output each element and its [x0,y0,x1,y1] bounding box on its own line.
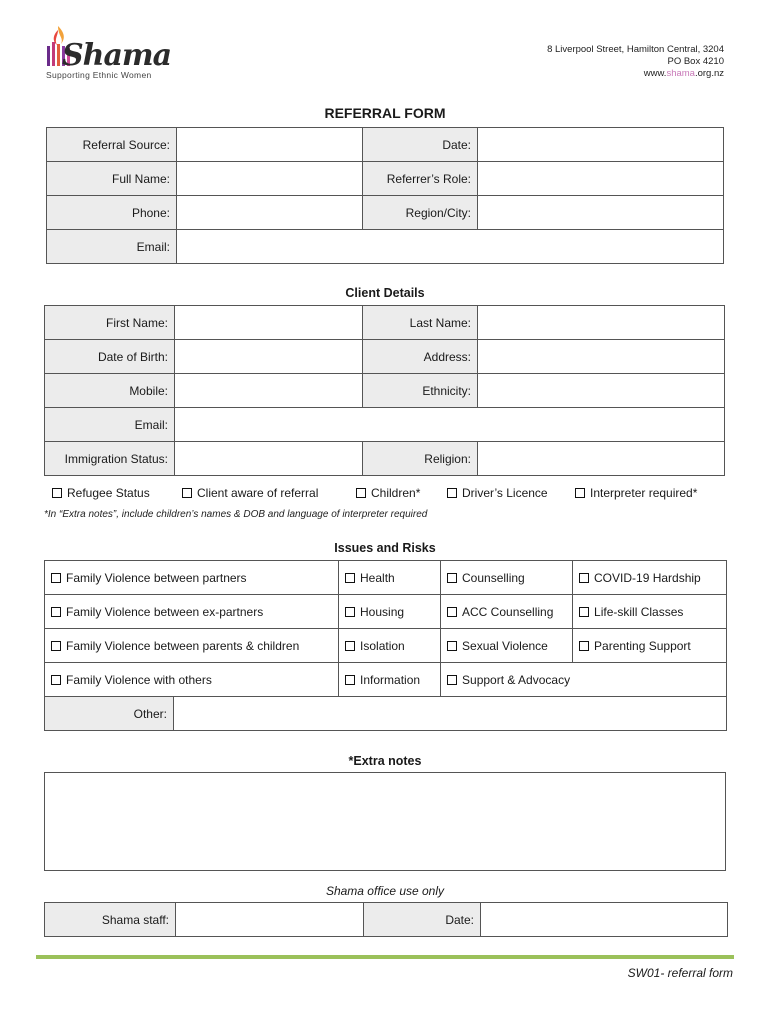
checkbox-icon [447,607,457,617]
religion-field[interactable] [478,442,725,476]
checkbox-icon [447,573,457,583]
table-row [45,306,725,340]
full-name-field[interactable] [177,162,363,196]
ethnicity-field[interactable] [478,374,725,408]
mobile-field[interactable] [175,374,363,408]
issue-fv-partners[interactable]: Family Violence between partners [45,561,339,595]
table-row [45,697,727,731]
issue-counselling[interactable]: Counselling [441,561,573,595]
checkbox-icon [182,488,192,498]
referral-source-field[interactable] [177,128,363,162]
full-name-label: Full Name: [47,162,177,196]
client-aware-checkbox[interactable]: Client aware of referral [182,486,318,500]
table-row [45,903,728,937]
checkbox-icon [579,641,589,651]
office-use-heading: Shama office use only [325,884,445,898]
client-email-field[interactable] [175,408,725,442]
logo-wordmark: Shama [62,38,172,73]
shama-staff-label: Shama staff: [45,903,176,937]
refugee-status-checkbox[interactable]: Refugee Status [52,486,150,500]
shama-logo [44,24,174,84]
referral-date-label: Date: [363,128,478,162]
table-row [45,408,725,442]
office-date-label: Date: [364,903,481,937]
issue-fv-others[interactable]: Family Violence with others [45,663,339,697]
table-row [47,128,724,162]
table-row [47,196,724,230]
issue-isolation[interactable]: Isolation [339,629,441,663]
issue-sexual-violence[interactable]: Sexual Violence [441,629,573,663]
office-table [44,902,728,937]
table-row [45,561,727,595]
children-interpreter-note: *In “Extra notes”, include children’s names & DOB and language of interpreter required [44,509,428,520]
client-table [44,305,725,476]
address-block [547,44,724,80]
checkbox-icon [447,488,457,498]
dob-field[interactable] [175,340,363,374]
issues-heading: Issues and Risks [334,541,436,555]
other-label: Other: [45,697,174,731]
checkbox-icon [356,488,366,498]
issue-life-skill[interactable]: Life-skill Classes [573,595,727,629]
referral-date-field[interactable] [478,128,724,162]
logo-tagline: Supporting Ethnic Women [46,70,152,80]
issue-health[interactable]: Health [339,561,441,595]
website-link[interactable]: www.shama.org.nz [643,68,724,79]
form-code: SW01- referral form [627,966,733,980]
religion-label: Religion: [363,442,478,476]
checkbox-icon [51,675,61,685]
ethnicity-label: Ethnicity: [363,374,478,408]
referrer-role-label: Referrer’s Role: [363,162,478,196]
table-row [47,230,724,264]
last-name-field[interactable] [478,306,725,340]
issue-information[interactable]: Information [339,663,441,697]
checkbox-icon [51,607,61,617]
address-label: Address: [363,340,478,374]
checkbox-icon [447,641,457,651]
table-row [45,629,727,663]
address-line-2: PO Box 4210 [667,56,724,67]
checkbox-icon [51,573,61,583]
immigration-field[interactable] [175,442,363,476]
client-details-heading: Client Details [345,286,425,300]
shama-staff-field[interactable] [176,903,364,937]
client-email-label: Email: [45,408,175,442]
extra-notes-heading: *Extra notes [348,754,422,768]
last-name-label: Last Name: [363,306,478,340]
phone-label: Phone: [47,196,177,230]
checkbox-icon [579,573,589,583]
table-row [45,595,727,629]
drivers-licence-checkbox[interactable]: Driver’s Licence [447,486,548,500]
issue-housing[interactable]: Housing [339,595,441,629]
children-checkbox[interactable]: Children* [356,486,420,500]
table-row [45,663,727,697]
checkbox-icon [579,607,589,617]
checkbox-icon [52,488,62,498]
issue-parenting-support[interactable]: Parenting Support [573,629,727,663]
table-row [45,374,725,408]
issue-fv-parents-children[interactable]: Family Violence between parents & children [45,629,339,663]
checkbox-icon [345,573,355,583]
table-row [45,340,725,374]
checkbox-icon [51,641,61,651]
region-field[interactable] [478,196,724,230]
region-label: Region/City: [363,196,478,230]
footer-divider [36,955,734,959]
address-field[interactable] [478,340,725,374]
referrer-role-field[interactable] [478,162,724,196]
dob-label: Date of Birth: [45,340,175,374]
issues-table [44,560,727,731]
table-row [45,442,725,476]
issue-support-advocacy[interactable]: Support & Advocacy [441,663,727,697]
referrer-email-field[interactable] [177,230,724,264]
mobile-label: Mobile: [45,374,175,408]
checkbox-icon [575,488,585,498]
extra-notes-field[interactable] [44,772,726,871]
first-name-label: First Name: [45,306,175,340]
form-title: REFERRAL FORM [324,105,446,121]
checkbox-icon [447,675,457,685]
immigration-label: Immigration Status: [45,442,175,476]
other-field[interactable] [174,697,727,731]
checkbox-icon [345,641,355,651]
first-name-field[interactable] [175,306,363,340]
office-date-field[interactable] [481,903,728,937]
issue-fv-ex-partners[interactable]: Family Violence between ex-partners [45,595,339,629]
address-line-1: 8 Liverpool Street, Hamilton Central, 3204 [547,44,724,55]
phone-field[interactable] [177,196,363,230]
referral-table [46,127,724,264]
interpreter-checkbox[interactable]: Interpreter required* [575,486,697,500]
referrer-email-label: Email: [47,230,177,264]
checkbox-icon [345,607,355,617]
referral-source-label: Referral Source: [47,128,177,162]
checkbox-icon [345,675,355,685]
issue-acc-counselling[interactable]: ACC Counselling [441,595,573,629]
issue-covid-hardship[interactable]: COVID-19 Hardship [573,561,727,595]
table-row [47,162,724,196]
